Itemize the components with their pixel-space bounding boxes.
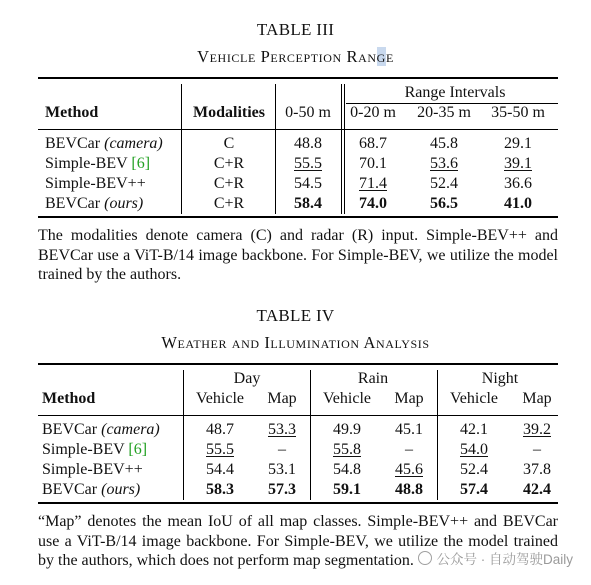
table3-header-modalities: Modalities: [193, 104, 265, 121]
table4-cell: 42.4: [523, 481, 551, 498]
table4-cell: 48.7: [206, 421, 234, 438]
table3-header-0-20: 0-20 m: [350, 104, 396, 121]
table4-bottom-rule: [38, 502, 558, 504]
watermark: 公众号 · 自动驾驶Daily: [418, 548, 573, 568]
table3-cell: 52.4: [430, 175, 458, 192]
table3-mid-rule: [38, 129, 558, 130]
table4-header-method: Method: [42, 390, 96, 407]
table4-cell: 57.4: [460, 481, 488, 498]
table4-cell: 53.1: [268, 461, 296, 478]
table4-vline-2: [310, 370, 311, 500]
table3-cell: 48.8: [294, 135, 322, 152]
table3-header-35-50: 35-50 m: [491, 104, 545, 121]
table4-header-night-vehicle: Vehicle: [450, 390, 498, 407]
table4-row-method: Simple-BEV++: [42, 461, 143, 478]
table4-header-rain-map: Map: [394, 390, 424, 407]
table3-cell: 58.4: [294, 195, 322, 212]
table4-header-day-vehicle: Vehicle: [196, 390, 244, 407]
table3-bottom-rule: [38, 216, 558, 218]
table4-header-day: Day: [233, 370, 261, 387]
table4-row-method: Simple-BEV [6]: [42, 441, 148, 458]
table4-cell: 58.3: [206, 481, 234, 498]
table4-cell: 54.0: [460, 441, 488, 458]
table4-cell: –: [405, 441, 413, 458]
table3-row-modalities: C+R: [213, 195, 245, 212]
table3-cell: 45.8: [430, 135, 458, 152]
table3-cell: 70.1: [359, 155, 387, 172]
table4-cell: 49.9: [333, 421, 361, 438]
table3-row-modalities: C+R: [213, 155, 245, 172]
table4-cell: 59.1: [333, 481, 361, 498]
table3-cell: 36.6: [504, 175, 532, 192]
table3-row-method: BEVCar (camera): [45, 135, 163, 152]
table3-row-modalities: C: [223, 135, 235, 152]
table3-row-method: BEVCar (ours): [45, 195, 144, 212]
table4-cell: 37.8: [523, 461, 551, 478]
table3-number: TABLE III: [256, 20, 335, 39]
table4-row-method: BEVCar (camera): [42, 421, 160, 438]
table4-header-rain: Rain: [357, 370, 389, 387]
table4-header-night: Night: [481, 370, 519, 387]
table4-number: TABLE IV: [256, 306, 335, 325]
table4-cell: 55.8: [333, 441, 361, 458]
table3-cell: 74.0: [359, 195, 387, 212]
table3-vline-2: [275, 84, 276, 214]
table3-cell: 68.7: [359, 135, 387, 152]
table3-row-method: Simple-BEV++: [45, 175, 146, 192]
table3-row-modalities: C+R: [213, 175, 245, 192]
table4-cell: –: [533, 441, 541, 458]
table4-cell: 54.4: [206, 461, 234, 478]
table3-vline-3a: [341, 84, 342, 214]
table4-cell: 57.3: [268, 481, 296, 498]
table4-row-method: BEVCar (ours): [42, 481, 141, 498]
table4-cell: 45.6: [395, 461, 423, 478]
table4-title: Weather and Illumination Analysis: [161, 333, 430, 352]
table4-cell: 39.2: [523, 421, 551, 438]
table3-cell: 54.5: [294, 175, 322, 192]
table4-cell: 42.1: [460, 421, 488, 438]
table3-header-0-50: 0-50 m: [285, 104, 331, 121]
table4-vline-1: [183, 370, 184, 500]
wechat-icon: [418, 551, 432, 565]
table3-cell: 29.1: [504, 135, 532, 152]
table3-header-range-intervals: Range Intervals: [404, 84, 506, 101]
table4-cell: –: [278, 441, 286, 458]
table4-cell: 54.8: [333, 461, 361, 478]
table4-header-day-map: Map: [267, 390, 297, 407]
table4-vline-3: [437, 370, 438, 500]
table3-header-method: Method: [45, 104, 99, 121]
table4-header-rain-vehicle: Vehicle: [323, 390, 371, 407]
table3-cell: 53.6: [430, 155, 458, 172]
table4-cell: 48.8: [395, 481, 423, 498]
table3-header-20-35: 20-35 m: [417, 104, 471, 121]
table4-cell: 55.5: [206, 441, 234, 458]
table3-cell: 39.1: [504, 155, 532, 172]
table3-note: The modalities denote camera (C) and radar (R) input. Simple-BEV++ and BEVCar use a ViT-B/14 image backbone. For Simple-BEV, we utilize the model trained by the authors.: [38, 227, 558, 283]
table4-cell: 45.1: [395, 421, 423, 438]
table3-title: Vehicle Perception Range: [197, 47, 394, 66]
table4-cell: 53.3: [268, 421, 296, 438]
table3-vline-3b: [344, 84, 345, 214]
table3-cell: 56.5: [430, 195, 458, 212]
table3-row-method: Simple-BEV [6]: [45, 155, 151, 172]
table4-mid-rule: [38, 415, 558, 416]
table4-top-rule: [38, 363, 558, 365]
table3-top-rule: [38, 77, 558, 79]
table4-header-night-map: Map: [522, 390, 552, 407]
table3-cell: 71.4: [359, 175, 387, 192]
table3-cell: 41.0: [504, 195, 532, 212]
table4-note: “Map” denotes the mean IoU of all map classes. Simple-BEV++ and BEVCar use a ViT-B/14 image backbone. For Simple-BEV, we utilize the model trained by the authors, which does not perform map segmentation.: [38, 513, 558, 569]
table4-cell: 52.4: [460, 461, 488, 478]
table3-cell: 55.5: [294, 155, 322, 172]
table3-vline-1: [181, 84, 182, 214]
